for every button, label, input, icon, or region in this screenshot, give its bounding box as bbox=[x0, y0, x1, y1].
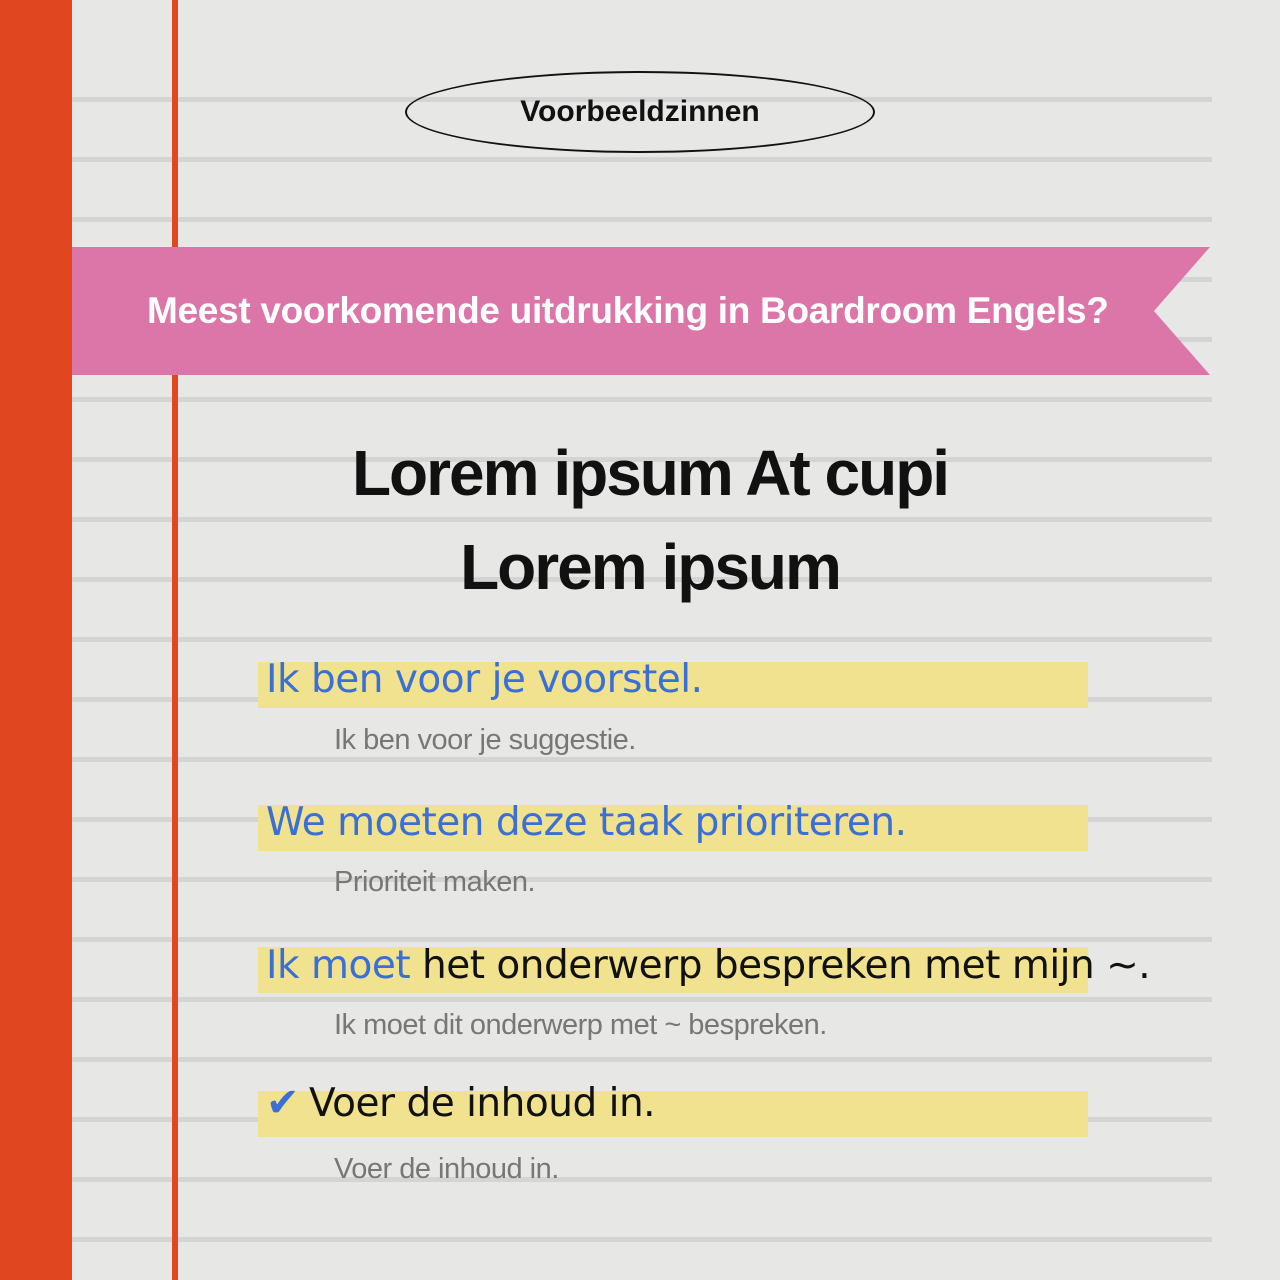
left-color-bar bbox=[0, 0, 72, 1280]
example-sentence bbox=[266, 1080, 655, 1126]
example-sentence bbox=[266, 943, 1150, 988]
example-translation: Prioriteit maken. bbox=[334, 866, 536, 898]
example-sentence-highlight: Ik moet bbox=[266, 943, 411, 988]
margin-line bbox=[172, 0, 178, 1280]
headline-line-2: Lorem ipsum bbox=[460, 531, 840, 603]
example-sentence-rest: het onderwerp bespreken met mijn ~. bbox=[410, 943, 1151, 988]
example-translation: Voer de inhoud in. bbox=[334, 1153, 559, 1185]
example-translation: Ik ben voor je suggestie. bbox=[334, 724, 636, 756]
checkmark-icon: ✔ bbox=[266, 1080, 300, 1126]
example-translation: Ik moet dit onderwerp met ~ bespreken. bbox=[334, 1009, 827, 1041]
example-sentence: Ik ben voor je voorstel. bbox=[266, 657, 703, 702]
banner-text: Meest voorkomende uitdrukking in Boardroom Engels? bbox=[147, 290, 1109, 331]
headline-line-1: Lorem ipsum At cupi bbox=[351, 437, 949, 509]
section-title bbox=[405, 71, 875, 153]
example-sentence-text: Voer de inhoud in. bbox=[309, 1081, 656, 1126]
section-title-label: Voorbeeldzinnen bbox=[520, 95, 760, 128]
question-banner bbox=[72, 247, 1212, 375]
example-sentence: We moeten deze taak prioriteren. bbox=[266, 800, 907, 845]
